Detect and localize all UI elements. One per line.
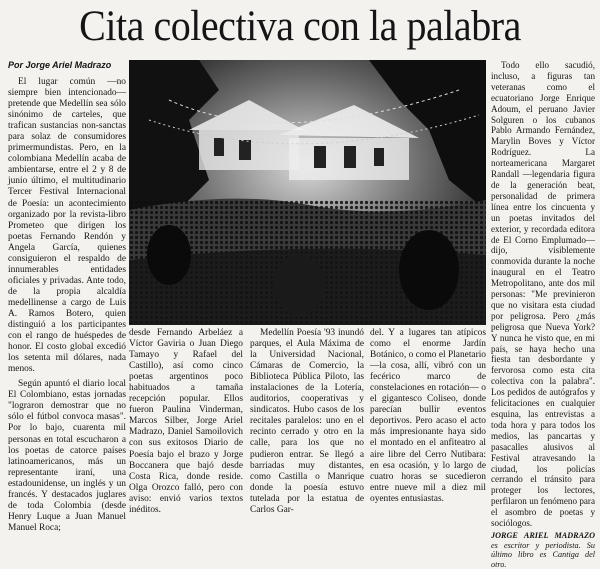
- paragraph: desde Fernando Arbeláez a Víctor Gaviria o Juan Diego Tamayo y Rafael del Castillo), así como cinco poetas argentinos poco habituados a tamaña recepción popular. Ellos fueron Paulina Vinderman, Marcos Silber, Jorge Ariel Madrazo, Daniel Samoilovich con sus exitosos Diario de Poesía bajo el brazo y Jorge Boccanera que bajó desde Costa Rica, donde reside. Olga Orozco falló, pero con aviso: envió varios textos inéditos.: [129, 328, 243, 515]
- column-3: [250, 328, 364, 516]
- byline: Por Jorge Ariel Madrazo: [8, 60, 112, 70]
- author-note: [491, 531, 595, 569]
- paragraph: Todo ello sacudió, incluso, a figuras tan veteranas como el ecuatoriano Jorge Enrique Adoum, el peruano Javier Solguren o los cubanos Pablo Armando Fernández, Marylin Boves y Víctor Rodríguez. La norteamericana Margaret Randall —legendaria figura de la generación beat, personalidad de primera línea entre los cincuenta y un poetas invitados del exterior, y recordada editora de El Corno Emplumado— dijo, visiblemente conmovida durante la noche inaugural en el Teatro Metropolitano, ante dos mil personas: "Me previnieron que no visitara esta ciudad por peligrosa. Pero ¿más peligrosa que Nueva York? Y nunca he visto que, en mi país, se haya hecho una fiesta tan desbordante y fervorosa como esta cita colectiva con la palabra". Los pedidos de autógrafos y felicitaciones en cualquier esquina, las entrevistas a toda hora y para todos los medios, las pancartas y pasacalles alusivos al Festival atravesando la ciudad, los policías cerrando el tránsito para proteger los lectores, perfilaron un fenómeno para el asombro de poetas y sociólogos.: [491, 60, 595, 529]
- paragraph: Medellín Poesía '93 inundó parques, el Aula Máxima de la Universidad Nacional, Cámaras de Comercio, la Biblioteca Pública Piloto, las instalaciones de la Lotería, auditorios, cooperativas y sindicatos. Hubo casos de los recitales paralelos: uno en el recinto cerrado y otro en la calle, para los que no pudieron entrar. Se llegó a barriadas muy distantes, como Castilla o Manrique donde la poesía estuvo tutelada por la estatua de Carlos Gar-: [250, 328, 364, 515]
- paragraph: Según apuntó el diario local El Colombiano, estas jornadas "lograron demostrar que no sólo el fútbol convoca masas". Por lo bajo, cuarenta mil personas en total escucharon a los poetas de catorce países latinoamericanos, más un representante iraní, una estadounidense, un inglés y un francés. Y destacados juglares de toda Colombia (desde Henry Luque a Juan Manuel Manuel Roca;: [8, 379, 126, 533]
- paragraph: El lugar común —no siempre bien intencionado— pretende que Medellín sea sólo sinónimo de carteles, que trafican sustancias non-sanctas para solaz de consumidores primermundistas. Pero, en la colombiana Medellín acaba de ambientarse, entre el 2 y 8 de junio último, el multitudinario Tercer Festival Internacional de Poesía: un acontecimiento organizado por la revista-libro Prometeo que dirigen los poetas Fernando Rendón y Angela García, quienes consiguieron el respaldo de innumerables entidades oficiales y privadas. Ante todo, de la propia alcaldía medellinense a cargo de Luis A. Ramos Botero, quien distinguió a los participantes con el rango de huéspedes de honor. El costo global excedió los setenta mil dólares, nada menos.: [8, 77, 126, 375]
- author-name: JORGE ARIEL MADRAZO: [491, 530, 595, 540]
- festival-photo: [129, 60, 486, 325]
- paragraph: del. Y a lugares tan atípicos como el enorme Jardín Botánico, o como el Planetario —la cosa, allí, vibró con un fecérico marco de constelaciones en rotación— o el gigantesco Coliseo, donde parecían bullir eventos deportivos. Pero acaso el acto más impresionante haya sido el montado en el anfiteatro al aire libre del Cerro Nutibara: en esa ocasión, y lo largo de cuatro horas se sucedieron entre nueve mil a diez mil oyentes entusiastas.: [370, 328, 486, 504]
- author-bio: es escritor y periodista. Su último libro es Cantiga del otro.: [491, 540, 595, 569]
- headline: Cita colectiva con la palabra: [79, 3, 521, 50]
- festival-photo-graphic: [129, 60, 486, 325]
- column-1: [8, 77, 126, 534]
- column-2: [129, 328, 243, 516]
- column-4: [370, 328, 486, 505]
